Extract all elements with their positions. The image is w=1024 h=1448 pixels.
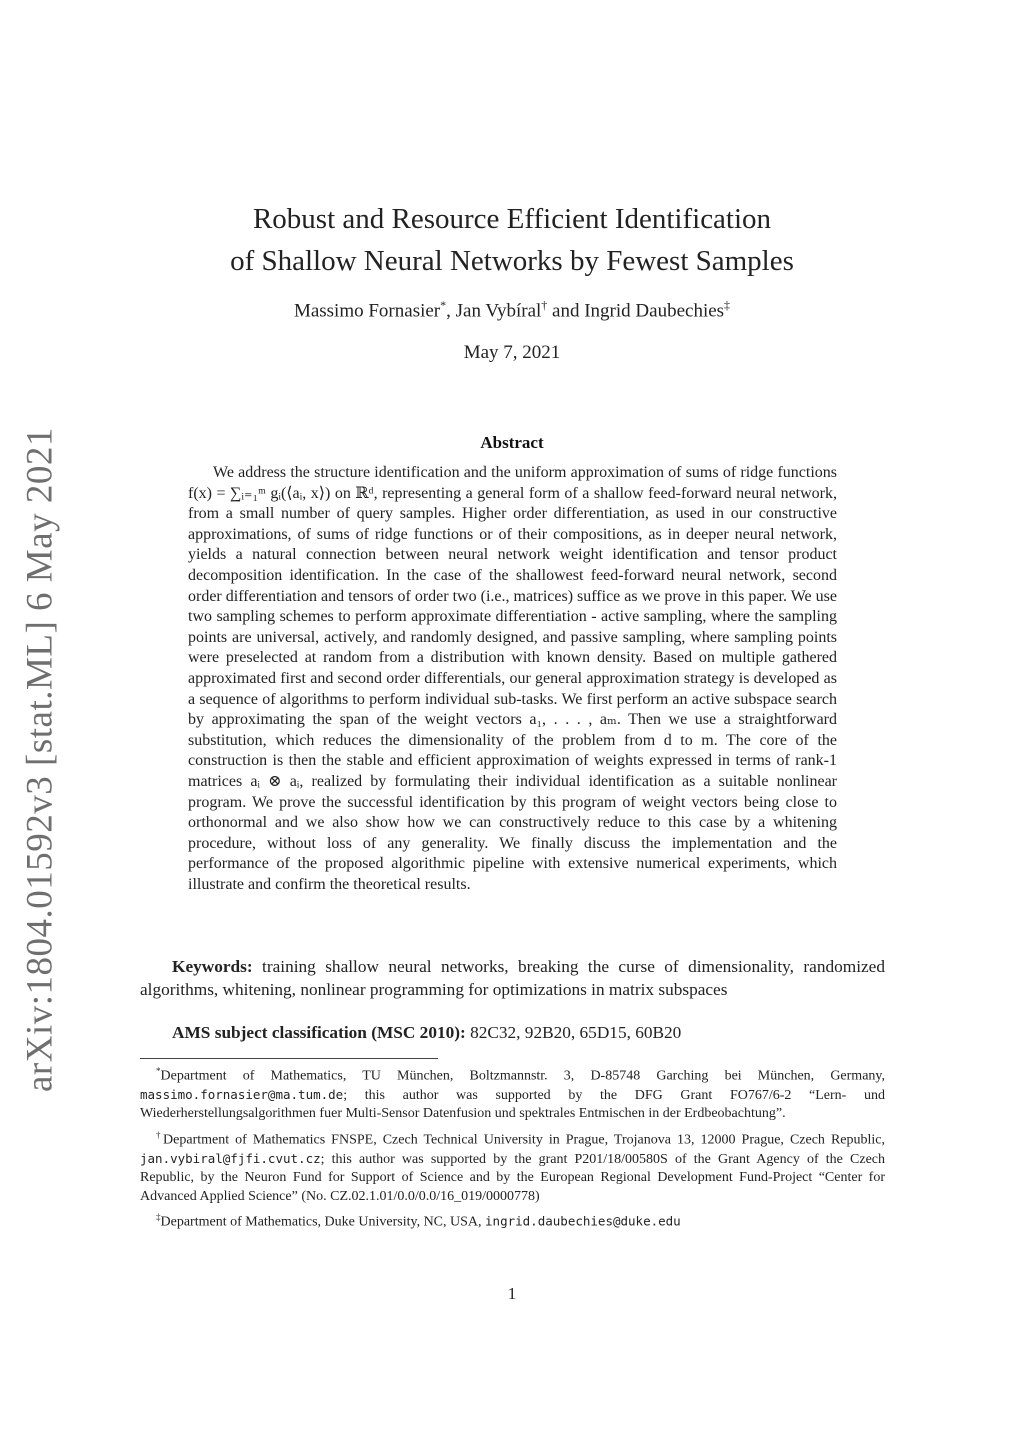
footnote-text: ; this author was supported by the DFG Grant FO767/6-2 “Lern- und Wiederherstellungsalgorithmen fuer Multi-Sensor Datenfusion und spektrales Entmischen in der Erdbeobachtung”.	[140, 1088, 885, 1122]
ams-codes: 82C32, 92B20, 65D15, 60B20	[470, 1023, 682, 1042]
footnote-text: Department of Mathematics, Duke University, NC, USA,	[160, 1214, 486, 1230]
footnote-rule	[140, 1058, 438, 1059]
footnote-text: Department of Mathematics FNSPE, Czech Technical University in Prague, Trojanova 13, 12000 Prague, Czech Republic,	[163, 1132, 885, 1148]
author-footnote-mark: ‡	[724, 298, 731, 312]
footnote-mark: †	[156, 1129, 164, 1140]
ams-classification	[172, 1023, 885, 1043]
footnotes	[140, 1062, 885, 1234]
email-link[interactable]: ingrid.daubechies@duke.edu	[485, 1213, 681, 1229]
author-separator: and	[547, 300, 585, 322]
footnote-text: Department of Mathematics, TU München, Boltzmannstr. 3, D-85748 Garching bei München, Germany,	[160, 1068, 885, 1084]
author-footnote-mark: †	[541, 298, 548, 312]
abstract-body: We address the structure identification and the uniform approximation of sums of ridge functions f(x) = ∑ᵢ₌₁ᵐ gᵢ(⟨aᵢ, x⟩) on ℝᵈ, representing a general form of a shallow feed-forward neural network, from a small number of query samples. Higher order differentiation, as used in our constructive approximations, of sums of ridge functions or of their compositions, as in deeper neural network, yields a natural connection between neural network weight identification and tensor product decomposition identification. In the case of the shallowest feed-forward neural network, second order differentiation and tensors of order two (i.e., matrices) suffice as we prove in this paper. We use two sampling schemes to perform approximate differentiation - active sampling, where the sampling points are universal, actively, and randomly designed, and passive sampling, where sampling points were preselected at random from a distribution with known density. Based on multiple gathered approximated first and second order differentials, our general approximation strategy is developed as a sequence of algorithms to perform individual sub-tasks. We first perform an active subspace search by approximating the span of the weight vectors a₁, . . . , aₘ. Then we use a straightforward substitution, which reduces the dimensionality of the problem from d to m. The core of the construction is then the stable and efficient approximation of weights expressed in terms of rank-1 matrices aᵢ ⊗ aᵢ, realized by formulating their individual identification as a suitable nonlinear program. We prove the successful identification by this program of weight vectors being close to orthonormal and we also show how we can constructively reduce to this case by a whitening procedure, without loss of any generality. We finally discuss the implementation and the performance of the proposed algorithmic pipeline with extensive numerical experiments, which illustrate and confirm the theoretical results.	[188, 464, 837, 893]
publication-date: May 7, 2021	[463, 342, 561, 363]
footnote	[140, 1208, 885, 1232]
footnote-text: ; this author was supported by the grant P201/18/00580S of the Grant Agency of the Czech Republic, by the Neuron Fund for Support of Science and by the European Regional Development Fund-Project “Center for Advanced Applied Science” (No. CZ.02.1.01/0.0/0.0/16_019/0000778)	[140, 1151, 885, 1204]
footnote	[140, 1062, 885, 1124]
title-line-1: Robust and Resource Efficient Identification	[252, 203, 772, 235]
footnote-mark: ‡	[156, 1212, 161, 1223]
abstract-heading: Abstract	[480, 433, 544, 452]
keywords-label: Keywords:	[172, 957, 253, 976]
footnote-mark: *	[156, 1066, 161, 1076]
email-link[interactable]: jan.vybiral@fjfi.cvut.cz	[140, 1150, 321, 1166]
author-name: Ingrid Daubechies	[584, 300, 725, 322]
footnote	[140, 1126, 885, 1206]
author-separator: ,	[446, 300, 456, 322]
author-name: Massimo Fornasier	[293, 300, 441, 322]
author-footnote-mark: *	[440, 298, 447, 312]
author-name: Jan Vybíral	[455, 300, 542, 322]
paper-title	[150, 198, 874, 282]
keywords	[140, 955, 885, 1001]
page-number: 1	[507, 1284, 517, 1303]
keywords-text: training shallow neural networks, breaking the curse of dimensionality, randomized algorithms, whitening, nonlinear programming for optimizations in matrix subspaces	[140, 957, 885, 999]
ams-label: AMS subject classification (MSC 2010):	[172, 1023, 466, 1042]
arxiv-identifier: arXiv:1804.01592v3 [stat.ML] 6 May 2021	[19, 427, 61, 1093]
title-line-2: of Shallow Neural Networks by Fewest Samples	[230, 245, 794, 277]
author-list	[150, 298, 874, 322]
email-link[interactable]: massimo.fornasier@ma.tum.de	[140, 1087, 344, 1103]
